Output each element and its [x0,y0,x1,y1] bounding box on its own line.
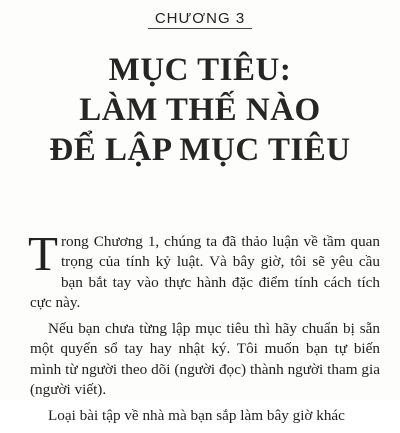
drop-cap: T [28,226,58,281]
chapter-title-line-1: MỤC TIÊU: [108,52,292,88]
chapter-title-line-2: LÀM THẾ NÀO [79,92,321,128]
chapter-label: CHƯƠNG 3 [154,10,246,27]
paragraph-3: Loại bài tập về nhà mà bạn sắp làm bây giờ khác [48,407,345,425]
paragraph-2: Nếu bạn chưa từng lập mục tiêu thì hãy chuẩn bị sẵn một quyển sổ tay hay nhật ký. Tôi muốn bạn tự biến mình từ người theo dõi (người đọc) thành người tham gia (người viết). [30,320,380,399]
chapter-heading [0,10,400,29]
paragraph-1-text: rong Chương 1, chúng ta đã thảo luận về tầm quan trọng của tính kỷ luật. Và bây giờ, tôi sẽ yêu cầu bạn bắt tay vào thực hành đặc điểm tính cách tích cực này. [30,233,380,311]
chapter-title-line-3: ĐỂ LẬP MỤC TIÊU [49,132,351,168]
body-text [28,226,380,433]
chapter-underline [148,28,252,29]
paragraph-1 [28,226,380,313]
chapter-title [0,50,400,170]
